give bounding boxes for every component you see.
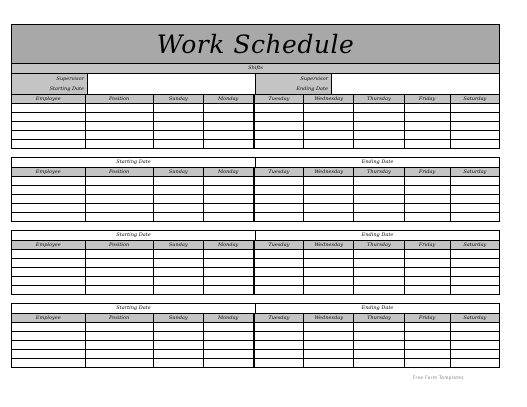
schedule-cell[interactable]: [354, 341, 404, 350]
column-header: Saturday: [450, 168, 499, 177]
supervisor-label: Supervisor: [300, 75, 328, 82]
schedule-cell[interactable]: [450, 323, 499, 332]
table-row: [12, 140, 499, 149]
schedule-cell[interactable]: [254, 277, 304, 286]
schedule-cell[interactable]: [450, 277, 499, 286]
schedule-cell[interactable]: [354, 177, 404, 186]
schedule-cell[interactable]: [304, 277, 354, 286]
column-header: Sunday: [153, 314, 203, 323]
column-header: Sunday: [153, 241, 203, 250]
schedule-cell[interactable]: [203, 286, 253, 295]
schedule-cell[interactable]: [450, 250, 499, 259]
starting-date-label: Starting Date: [116, 305, 151, 311]
column-header: Monday: [203, 314, 253, 323]
schedule-cell[interactable]: [203, 359, 253, 368]
schedule-cell[interactable]: [450, 350, 499, 359]
column-header: Tuesday: [254, 241, 304, 250]
schedule-cell[interactable]: [254, 104, 304, 113]
starting-date-label: Starting Date: [116, 232, 151, 238]
schedule-cell[interactable]: [153, 104, 203, 113]
schedule-cell[interactable]: [12, 277, 85, 286]
column-header: Employee: [12, 314, 85, 323]
date-row-4: [12, 304, 499, 314]
column-header: Wednesday: [304, 314, 354, 323]
schedule-cell[interactable]: [354, 277, 404, 286]
schedule-cell[interactable]: [12, 332, 85, 341]
schedule-cell[interactable]: [354, 350, 404, 359]
title-bar: [11, 24, 500, 64]
table-row: [12, 341, 499, 350]
date-row-2: [12, 158, 499, 168]
schedule-cell[interactable]: [12, 268, 85, 277]
schedule-cell[interactable]: [85, 213, 153, 222]
schedule-cell[interactable]: [304, 286, 354, 295]
schedule-cell[interactable]: [304, 104, 354, 113]
schedule-cell[interactable]: [254, 204, 304, 213]
schedule-cell[interactable]: [153, 286, 203, 295]
schedule-cell[interactable]: [304, 350, 354, 359]
column-header: Wednesday: [304, 95, 354, 104]
schedule-cell[interactable]: [404, 186, 450, 195]
column-header: Friday: [404, 241, 450, 250]
date-row-3: [12, 231, 499, 241]
table-row: [12, 113, 499, 122]
schedule-cell[interactable]: [354, 104, 404, 113]
schedule-cell[interactable]: [203, 140, 253, 149]
schedule-cell[interactable]: [85, 186, 153, 195]
schedule-cell[interactable]: [153, 359, 203, 368]
schedule-block-2: [11, 157, 500, 222]
column-header: Wednesday: [304, 241, 354, 250]
schedule-cell[interactable]: [85, 323, 153, 332]
column-header: Tuesday: [254, 95, 304, 104]
schedule-cell[interactable]: [12, 259, 85, 268]
schedule-cell[interactable]: [153, 195, 203, 204]
schedule-cell[interactable]: [404, 323, 450, 332]
table-row: [12, 332, 499, 341]
column-header: Employee: [12, 168, 85, 177]
schedule-cell[interactable]: [254, 131, 304, 140]
schedule-cell[interactable]: [203, 113, 253, 122]
schedule-cell[interactable]: [450, 195, 499, 204]
schedule-cell[interactable]: [203, 332, 253, 341]
schedule-cell[interactable]: [153, 341, 203, 350]
header-row: [12, 95, 499, 104]
table-row: [12, 359, 499, 368]
column-header: Sunday: [153, 95, 203, 104]
shifts-label: Shifts: [11, 64, 500, 74]
schedule-cell[interactable]: [203, 268, 253, 277]
supervisor-field-left[interactable]: [88, 74, 255, 94]
schedule-cell[interactable]: [450, 113, 499, 122]
schedule-cell[interactable]: [85, 204, 153, 213]
schedule-cell[interactable]: [85, 250, 153, 259]
schedule-cell[interactable]: [203, 104, 253, 113]
table-row: [12, 122, 499, 131]
schedule-cell[interactable]: [12, 341, 85, 350]
schedule-cell[interactable]: [153, 177, 203, 186]
schedule-cell[interactable]: [450, 104, 499, 113]
schedule-cell[interactable]: [354, 113, 404, 122]
schedule-cell[interactable]: [203, 131, 253, 140]
schedule-cell[interactable]: [404, 332, 450, 341]
schedule-cell[interactable]: [450, 177, 499, 186]
column-header: Friday: [404, 95, 450, 104]
info-labels-left: [12, 74, 88, 94]
schedule-cell[interactable]: [12, 195, 85, 204]
schedule-cell[interactable]: [254, 341, 304, 350]
schedule-cell[interactable]: [203, 323, 253, 332]
schedule-cell[interactable]: [404, 277, 450, 286]
schedule-cell[interactable]: [404, 131, 450, 140]
supervisor-info-row: [12, 74, 499, 95]
info-right: [255, 74, 499, 94]
schedule-cell[interactable]: [450, 359, 499, 368]
table-row: [12, 259, 499, 268]
schedule-cell[interactable]: [203, 213, 253, 222]
schedule-block-3: [11, 230, 500, 295]
schedule-cell[interactable]: [254, 268, 304, 277]
column-header: Saturday: [450, 241, 499, 250]
schedule-cell[interactable]: [404, 259, 450, 268]
schedule-cell[interactable]: [12, 204, 85, 213]
schedule-cell[interactable]: [354, 286, 404, 295]
starting-date-label: Starting Date: [116, 159, 151, 165]
schedule-block-4: [11, 303, 500, 368]
schedule-cell[interactable]: [12, 113, 85, 122]
table-row: [12, 286, 499, 295]
schedule-cell[interactable]: [85, 341, 153, 350]
schedule-cell[interactable]: [304, 250, 354, 259]
table-row: [12, 177, 499, 186]
schedule-cell[interactable]: [203, 341, 253, 350]
schedule-cell[interactable]: [153, 113, 203, 122]
info-left: [12, 74, 255, 94]
schedule-cell[interactable]: [304, 259, 354, 268]
schedule-cell[interactable]: [254, 332, 304, 341]
schedule-cell[interactable]: [304, 195, 354, 204]
starting-date-label: Starting Date: [49, 85, 84, 92]
schedule-cell[interactable]: [153, 323, 203, 332]
schedule-cell[interactable]: [254, 122, 304, 131]
column-header: Thursday: [354, 95, 404, 104]
schedule-cell[interactable]: [85, 113, 153, 122]
schedule-cell[interactable]: [304, 213, 354, 222]
column-header: Thursday: [354, 314, 404, 323]
table-row: [12, 268, 499, 277]
schedule-cell[interactable]: [12, 286, 85, 295]
schedule-cell[interactable]: [12, 250, 85, 259]
schedule-cell[interactable]: [153, 250, 203, 259]
schedule-cell[interactable]: [404, 104, 450, 113]
ending-date-label: Ending Date: [296, 85, 328, 92]
schedule-cell[interactable]: [203, 204, 253, 213]
schedule-cell[interactable]: [12, 213, 85, 222]
schedule-cell[interactable]: [304, 341, 354, 350]
column-header: Saturday: [450, 95, 499, 104]
schedule-cell[interactable]: [85, 140, 153, 149]
supervisor-label: Supervisor: [56, 75, 84, 82]
schedule-block-1: [11, 74, 500, 149]
schedule-cell[interactable]: [450, 213, 499, 222]
schedule-cell[interactable]: [85, 332, 153, 341]
schedule-cell[interactable]: [354, 186, 404, 195]
column-header: Sunday: [153, 168, 203, 177]
column-header: Employee: [12, 241, 85, 250]
schedule-cell[interactable]: [450, 332, 499, 341]
schedule-cell[interactable]: [404, 268, 450, 277]
schedule-cell[interactable]: [12, 359, 85, 368]
supervisor-field-right[interactable]: [332, 74, 499, 94]
schedule-cell[interactable]: [153, 122, 203, 131]
schedule-cell[interactable]: [354, 250, 404, 259]
schedule-cell[interactable]: [254, 359, 304, 368]
table-row: [12, 186, 499, 195]
schedule-cell[interactable]: [254, 177, 304, 186]
schedule-cell[interactable]: [304, 323, 354, 332]
table-row: [12, 195, 499, 204]
column-header: Friday: [404, 168, 450, 177]
column-header: Position: [85, 95, 153, 104]
schedule-cell[interactable]: [304, 268, 354, 277]
schedule-cell[interactable]: [12, 186, 85, 195]
schedule-cell[interactable]: [203, 195, 253, 204]
schedule-cell[interactable]: [404, 113, 450, 122]
schedule-cell[interactable]: [254, 250, 304, 259]
schedule-cell[interactable]: [153, 131, 203, 140]
schedule-cell[interactable]: [304, 204, 354, 213]
schedule-cell[interactable]: [404, 341, 450, 350]
table-row: [12, 350, 499, 359]
schedule-cell[interactable]: [153, 259, 203, 268]
schedule-cell[interactable]: [153, 186, 203, 195]
column-header: Tuesday: [254, 314, 304, 323]
table-row: [12, 104, 499, 113]
schedule-cell[interactable]: [354, 204, 404, 213]
schedule-cell[interactable]: [203, 277, 253, 286]
header-row: [12, 314, 499, 323]
schedule-cell[interactable]: [254, 259, 304, 268]
schedule-cell[interactable]: [354, 268, 404, 277]
schedule-cell[interactable]: [85, 277, 153, 286]
schedule-cell[interactable]: [304, 186, 354, 195]
schedule-cell[interactable]: [404, 350, 450, 359]
schedule-cell[interactable]: [404, 286, 450, 295]
schedule-cell[interactable]: [203, 259, 253, 268]
schedule-cell[interactable]: [354, 195, 404, 204]
schedule-cell[interactable]: [153, 213, 203, 222]
header-row: [12, 168, 499, 177]
schedule-cell[interactable]: [450, 204, 499, 213]
schedule-cell[interactable]: [304, 131, 354, 140]
schedule-cell[interactable]: [203, 122, 253, 131]
work-schedule-sheet: [11, 24, 500, 368]
schedule-cell[interactable]: [12, 323, 85, 332]
schedule-cell[interactable]: [153, 140, 203, 149]
schedule-cell[interactable]: [354, 122, 404, 131]
schedule-cell[interactable]: [404, 140, 450, 149]
column-header: Wednesday: [304, 168, 354, 177]
schedule-cell[interactable]: [450, 122, 499, 131]
schedule-cell[interactable]: [354, 323, 404, 332]
schedule-cell[interactable]: [404, 213, 450, 222]
ending-date-label: Ending Date: [255, 231, 499, 240]
schedule-cell[interactable]: [354, 259, 404, 268]
schedule-cell[interactable]: [153, 277, 203, 286]
schedule-cell[interactable]: [450, 268, 499, 277]
column-header: Tuesday: [254, 168, 304, 177]
schedule-cell[interactable]: [12, 122, 85, 131]
schedule-cell[interactable]: [450, 259, 499, 268]
table-row: [12, 131, 499, 140]
schedule-cell[interactable]: [85, 177, 153, 186]
column-header: Monday: [203, 168, 253, 177]
column-header: Thursday: [354, 168, 404, 177]
schedule-cell[interactable]: [254, 323, 304, 332]
column-header: Monday: [203, 241, 253, 250]
schedule-cell[interactable]: [254, 195, 304, 204]
ending-date-label: Ending Date: [255, 158, 499, 167]
schedule-cell[interactable]: [404, 359, 450, 368]
column-header: Thursday: [354, 241, 404, 250]
schedule-cell[interactable]: [85, 195, 153, 204]
schedule-cell[interactable]: [450, 341, 499, 350]
info-labels-right: [256, 74, 332, 94]
schedule-cell[interactable]: [85, 359, 153, 368]
schedule-cell[interactable]: [85, 286, 153, 295]
schedule-cell[interactable]: [85, 131, 153, 140]
table-row: [12, 204, 499, 213]
schedule-cell[interactable]: [85, 268, 153, 277]
column-header: Monday: [203, 95, 253, 104]
schedule-cell[interactable]: [254, 140, 304, 149]
schedule-table-4: [12, 314, 499, 367]
table-row: [12, 213, 499, 222]
schedule-cell[interactable]: [12, 131, 85, 140]
column-header: Position: [85, 241, 153, 250]
schedule-cell[interactable]: [85, 122, 153, 131]
schedule-cell[interactable]: [254, 286, 304, 295]
schedule-cell[interactable]: [153, 332, 203, 341]
schedule-cell[interactable]: [304, 140, 354, 149]
header-row: [12, 241, 499, 250]
column-header: Saturday: [450, 314, 499, 323]
schedule-cell[interactable]: [354, 213, 404, 222]
schedule-cell[interactable]: [404, 195, 450, 204]
schedule-cell[interactable]: [354, 131, 404, 140]
table-row: [12, 277, 499, 286]
page-title: Work Schedule: [156, 29, 355, 59]
schedule-cell[interactable]: [304, 122, 354, 131]
schedule-cell[interactable]: [12, 104, 85, 113]
schedule-cell[interactable]: [254, 213, 304, 222]
schedule-cell[interactable]: [450, 286, 499, 295]
ending-date-label: Ending Date: [255, 304, 499, 313]
schedule-cell[interactable]: [354, 359, 404, 368]
schedule-cell[interactable]: [12, 177, 85, 186]
table-row: [12, 250, 499, 259]
schedule-table-1: [12, 95, 499, 148]
schedule-cell[interactable]: [304, 332, 354, 341]
schedule-cell[interactable]: [12, 140, 85, 149]
schedule-cell[interactable]: [304, 177, 354, 186]
schedule-cell[interactable]: [404, 122, 450, 131]
schedule-cell[interactable]: [12, 350, 85, 359]
schedule-cell[interactable]: [254, 113, 304, 122]
schedule-cell[interactable]: [450, 186, 499, 195]
table-row: [12, 323, 499, 332]
schedule-cell[interactable]: [85, 350, 153, 359]
schedule-cell[interactable]: [153, 268, 203, 277]
schedule-cell[interactable]: [153, 204, 203, 213]
schedule-cell[interactable]: [304, 359, 354, 368]
schedule-cell[interactable]: [254, 186, 304, 195]
schedule-cell[interactable]: [203, 250, 253, 259]
schedule-cell[interactable]: [450, 131, 499, 140]
schedule-cell[interactable]: [354, 140, 404, 149]
schedule-cell[interactable]: [254, 350, 304, 359]
schedule-cell[interactable]: [153, 350, 203, 359]
schedule-cell[interactable]: [85, 259, 153, 268]
column-header: Friday: [404, 314, 450, 323]
column-header: Position: [85, 168, 153, 177]
column-header: Position: [85, 314, 153, 323]
schedule-cell[interactable]: [304, 113, 354, 122]
schedule-cell[interactable]: [85, 104, 153, 113]
schedule-cell[interactable]: [404, 204, 450, 213]
schedule-cell[interactable]: [404, 177, 450, 186]
column-header: Employee: [12, 95, 85, 104]
schedule-table-2: [12, 168, 499, 221]
schedule-cell[interactable]: [203, 186, 253, 195]
schedule-cell[interactable]: [203, 177, 253, 186]
schedule-cell[interactable]: [404, 250, 450, 259]
footer-credit: Free Form Templates: [413, 375, 464, 380]
schedule-table-3: [12, 241, 499, 294]
schedule-cell[interactable]: [203, 350, 253, 359]
schedule-cell[interactable]: [450, 140, 499, 149]
schedule-cell[interactable]: [354, 332, 404, 341]
